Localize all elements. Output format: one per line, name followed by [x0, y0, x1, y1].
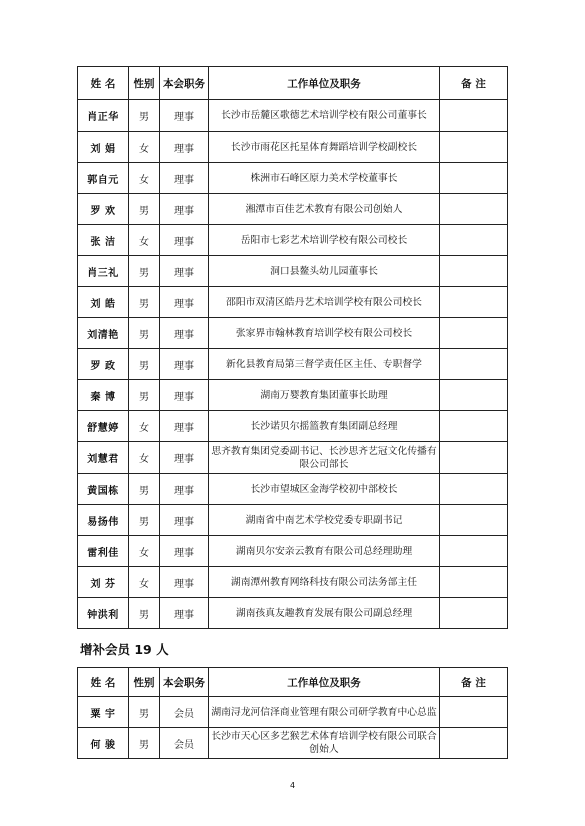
- member-gender: 男: [129, 194, 160, 225]
- member-gender: 男: [129, 256, 160, 287]
- member-gender: 男: [129, 598, 160, 629]
- table-row: [78, 163, 508, 194]
- member-name: 刘 芬: [78, 567, 129, 598]
- header-name: 姓 名: [78, 668, 129, 697]
- member-org: 张家界市翰林教育培训学校有限公司校长: [209, 318, 440, 349]
- member-note: [440, 380, 508, 411]
- new-members-table: [77, 667, 508, 759]
- member-note: [440, 225, 508, 256]
- table-header-row: [78, 67, 508, 100]
- member-name: 易扬伟: [78, 505, 129, 536]
- table-row: [78, 256, 508, 287]
- member-role: 理事: [160, 411, 209, 442]
- table-row: [78, 697, 508, 728]
- header-gender: 性别: [129, 668, 160, 697]
- table-row: [78, 536, 508, 567]
- table-row: [78, 349, 508, 380]
- member-name: 刘 娟: [78, 132, 129, 163]
- member-gender: 男: [129, 318, 160, 349]
- member-org: 长沙市雨花区托星体育舞蹈培训学校副校长: [209, 132, 440, 163]
- member-gender: 女: [129, 536, 160, 567]
- member-role: 理事: [160, 349, 209, 380]
- member-name: 何 骏: [78, 728, 129, 759]
- table-row: [78, 287, 508, 318]
- member-gender: 男: [129, 349, 160, 380]
- member-note: [440, 194, 508, 225]
- member-role: 理事: [160, 380, 209, 411]
- header-note: 备 注: [440, 668, 508, 697]
- table-row: [78, 442, 508, 474]
- member-note: [440, 411, 508, 442]
- member-gender: 女: [129, 132, 160, 163]
- header-org: 工作单位及职务: [209, 67, 440, 100]
- member-name: 罗 政: [78, 349, 129, 380]
- member-note: [440, 598, 508, 629]
- member-name: 罗 欢: [78, 194, 129, 225]
- member-org: 湖南潭州教育网络科技有限公司法务部主任: [209, 567, 440, 598]
- member-role: 会员: [160, 697, 209, 728]
- table-row: [78, 100, 508, 132]
- member-note: [440, 536, 508, 567]
- member-org: 湖南贝尔安亲云教育有限公司总经理助理: [209, 536, 440, 567]
- member-gender: 女: [129, 442, 160, 474]
- member-name: 刘清艳: [78, 318, 129, 349]
- table-row: [78, 474, 508, 505]
- table-row: [78, 567, 508, 598]
- member-note: [440, 100, 508, 132]
- header-note: 备 注: [440, 67, 508, 100]
- member-note: [440, 318, 508, 349]
- member-org: 长沙市天心区多艺猴艺术体育培训学校有限公司联合创始人: [209, 728, 440, 759]
- member-gender: 男: [129, 505, 160, 536]
- member-role: 理事: [160, 318, 209, 349]
- member-gender: 男: [129, 380, 160, 411]
- table-row: [78, 225, 508, 256]
- member-name: 肖正华: [78, 100, 129, 132]
- member-name: 黄国栋: [78, 474, 129, 505]
- member-note: [440, 287, 508, 318]
- member-org: 湖南省中南艺术学校党委专职副书记: [209, 505, 440, 536]
- member-role: 理事: [160, 194, 209, 225]
- member-org: 湖南孩真友趣教育发展有限公司副总经理: [209, 598, 440, 629]
- member-gender: 女: [129, 567, 160, 598]
- member-name: 粟 宇: [78, 697, 129, 728]
- table-row: [78, 194, 508, 225]
- member-note: [440, 256, 508, 287]
- member-org: 湖南浔龙河信泽商业管理有限公司研学教育中心总监: [209, 697, 440, 728]
- member-name: 肖三礼: [78, 256, 129, 287]
- member-gender: 女: [129, 163, 160, 194]
- page-number: 4: [289, 781, 296, 790]
- member-name: 刘 皓: [78, 287, 129, 318]
- member-gender: 男: [129, 728, 160, 759]
- member-role: 理事: [160, 442, 209, 474]
- header-name: 姓 名: [78, 67, 129, 100]
- member-role: 理事: [160, 132, 209, 163]
- member-name: 刘慧君: [78, 442, 129, 474]
- table-row: [78, 598, 508, 629]
- member-name: 郭自元: [78, 163, 129, 194]
- member-org: 新化县教育局第三督学责任区主任、专职督学: [209, 349, 440, 380]
- member-gender: 男: [129, 697, 160, 728]
- member-gender: 男: [129, 287, 160, 318]
- member-role: 理事: [160, 598, 209, 629]
- member-role: 理事: [160, 567, 209, 598]
- member-role: 会员: [160, 728, 209, 759]
- member-role: 理事: [160, 536, 209, 567]
- member-role: 理事: [160, 225, 209, 256]
- member-org: 湖南万婴教育集团董事长助理: [209, 380, 440, 411]
- table-row: [78, 380, 508, 411]
- member-note: [440, 132, 508, 163]
- section-title: 增补会员 19 人: [80, 642, 169, 657]
- member-role: 理事: [160, 474, 209, 505]
- member-note: [440, 442, 508, 474]
- header-role: 本会职务: [160, 67, 209, 100]
- member-org: 岳阳市七彩艺术培训学校有限公司校长: [209, 225, 440, 256]
- member-org: 湘潭市百佳艺术教育有限公司创始人: [209, 194, 440, 225]
- member-name: 秦 博: [78, 380, 129, 411]
- member-note: [440, 567, 508, 598]
- member-note: [440, 728, 508, 759]
- member-note: [440, 505, 508, 536]
- member-name: 雷利佳: [78, 536, 129, 567]
- member-org: 长沙市望城区金海学校初中部校长: [209, 474, 440, 505]
- member-org: 长沙市岳麓区歌德艺术培训学校有限公司董事长: [209, 100, 440, 132]
- header-gender: 性别: [129, 67, 160, 100]
- member-role: 理事: [160, 287, 209, 318]
- member-name: 钟洪利: [78, 598, 129, 629]
- member-org: 长沙诺贝尔摇篮教育集团副总经理: [209, 411, 440, 442]
- member-role: 理事: [160, 256, 209, 287]
- member-gender: 男: [129, 474, 160, 505]
- council-members-table: [77, 66, 508, 629]
- member-gender: 女: [129, 411, 160, 442]
- member-role: 理事: [160, 505, 209, 536]
- header-role: 本会职务: [160, 668, 209, 697]
- header-org: 工作单位及职务: [209, 668, 440, 697]
- member-org: 思齐教育集团党委副书记、长沙思齐艺冠文化传播有限公司部长: [209, 442, 440, 474]
- member-note: [440, 474, 508, 505]
- table-row: [78, 411, 508, 442]
- table-row: [78, 728, 508, 759]
- member-name: 张 洁: [78, 225, 129, 256]
- member-role: 理事: [160, 100, 209, 132]
- member-role: 理事: [160, 163, 209, 194]
- table-row: [78, 132, 508, 163]
- table-header-row: [78, 668, 508, 697]
- member-org: 株洲市石峰区原力美术学校董事长: [209, 163, 440, 194]
- member-note: [440, 163, 508, 194]
- table-row: [78, 505, 508, 536]
- member-org: 邵阳市双清区皓丹艺术培训学校有限公司校长: [209, 287, 440, 318]
- member-org: 洞口县鳌头幼儿园董事长: [209, 256, 440, 287]
- table-row: [78, 318, 508, 349]
- member-note: [440, 697, 508, 728]
- member-gender: 女: [129, 225, 160, 256]
- member-note: [440, 349, 508, 380]
- member-name: 舒慧婷: [78, 411, 129, 442]
- member-gender: 男: [129, 100, 160, 132]
